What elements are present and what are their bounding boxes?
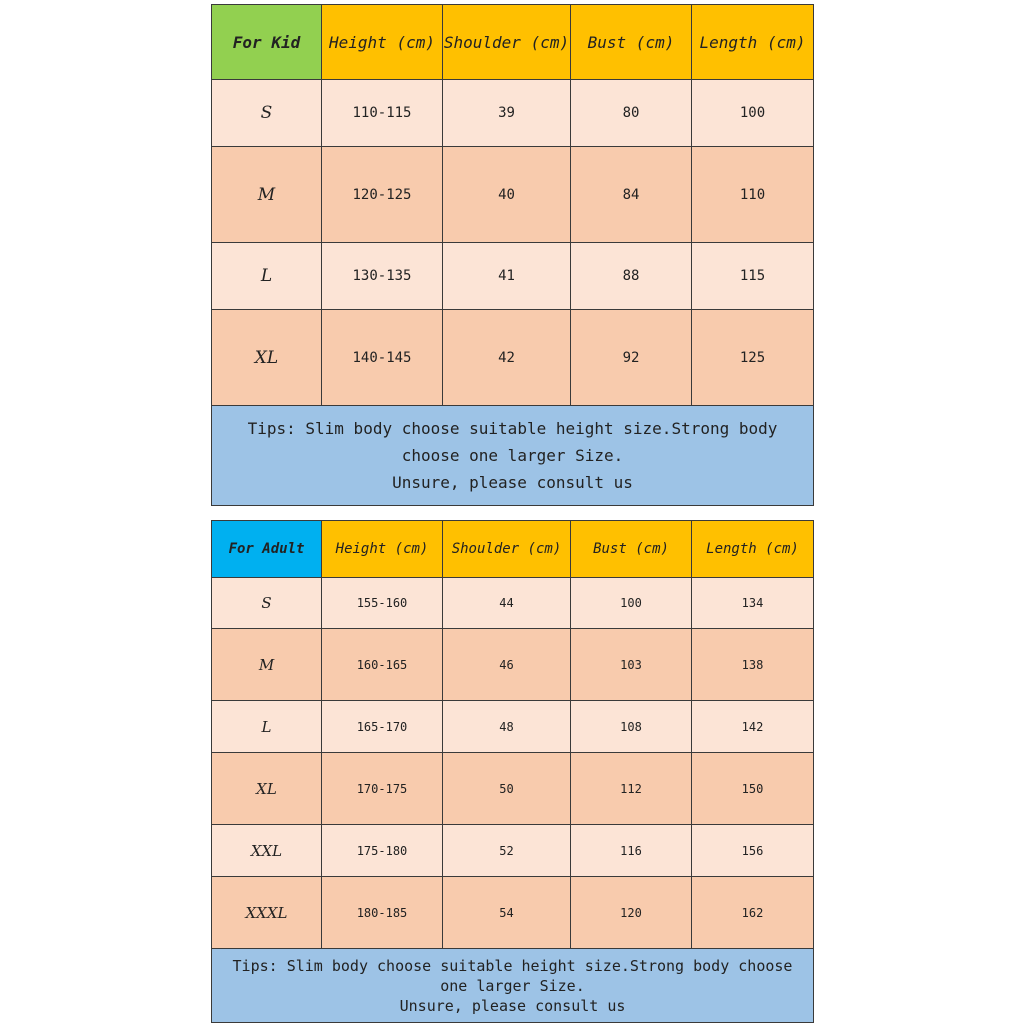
height-value: 120-125	[322, 147, 443, 243]
shoulder-value: 54	[443, 877, 571, 949]
shoulder-value: 41	[443, 243, 571, 310]
size-label: XXL	[212, 825, 322, 877]
height-value: 110-115	[322, 80, 443, 147]
bust-value: 84	[571, 147, 692, 243]
bust-value: 108	[571, 701, 692, 753]
length-value: 115	[692, 243, 814, 310]
shoulder-value: 46	[443, 629, 571, 701]
shoulder-value: 39	[443, 80, 571, 147]
height-value: 160-165	[322, 629, 443, 701]
bust-value: 112	[571, 753, 692, 825]
shoulder-value: 48	[443, 701, 571, 753]
height-value: 170-175	[322, 753, 443, 825]
shoulder-value: 52	[443, 825, 571, 877]
height-value: 165-170	[322, 701, 443, 753]
header-bust: Bust (cm)	[571, 521, 692, 578]
tips-text: Tips: Slim body choose suitable height size.Strong body choose one larger Size.	[232, 956, 793, 995]
table-row	[212, 701, 814, 753]
length-value: 125	[692, 310, 814, 406]
consult-text: Unsure, please consult us	[399, 996, 626, 1015]
height-value: 130-135	[322, 243, 443, 310]
bust-value: 120	[571, 877, 692, 949]
bust-value: 92	[571, 310, 692, 406]
shoulder-value: 40	[443, 147, 571, 243]
adult-table-label: For Adult	[212, 521, 322, 578]
size-label: XL	[212, 753, 322, 825]
header-bust: Bust (cm)	[571, 5, 692, 80]
table-row	[212, 753, 814, 825]
size-label: L	[212, 243, 322, 310]
size-label: M	[212, 629, 322, 701]
size-label: L	[212, 701, 322, 753]
table-row	[212, 80, 814, 147]
table-row	[212, 877, 814, 949]
table-row	[212, 310, 814, 406]
bust-value: 80	[571, 80, 692, 147]
length-value: 100	[692, 80, 814, 147]
header-shoulder: Shoulder (cm)	[443, 5, 571, 80]
tips-cell	[212, 406, 814, 506]
bust-value: 88	[571, 243, 692, 310]
size-label: XL	[212, 310, 322, 406]
bust-value: 116	[571, 825, 692, 877]
consult-text: Unsure, please consult us	[392, 473, 633, 492]
length-value: 142	[692, 701, 814, 753]
header-shoulder: Shoulder (cm)	[443, 521, 571, 578]
length-value: 150	[692, 753, 814, 825]
bust-value: 103	[571, 629, 692, 701]
length-value: 162	[692, 877, 814, 949]
header-height: Height (cm)	[322, 5, 443, 80]
adult-header-row	[212, 521, 814, 578]
shoulder-value: 50	[443, 753, 571, 825]
kid-table-label: For Kid	[212, 5, 322, 80]
height-value: 180-185	[322, 877, 443, 949]
height-value: 175-180	[322, 825, 443, 877]
size-label: M	[212, 147, 322, 243]
tips-row	[212, 949, 814, 1023]
header-height: Height (cm)	[322, 521, 443, 578]
table-row	[212, 578, 814, 629]
shoulder-value: 42	[443, 310, 571, 406]
length-value: 110	[692, 147, 814, 243]
header-length: Length (cm)	[692, 521, 814, 578]
size-label: S	[212, 80, 322, 147]
bust-value: 100	[571, 578, 692, 629]
kid-size-table	[211, 4, 814, 506]
table-row	[212, 243, 814, 310]
tips-cell	[212, 949, 814, 1023]
table-row	[212, 147, 814, 243]
height-value: 155-160	[322, 578, 443, 629]
table-row	[212, 629, 814, 701]
height-value: 140-145	[322, 310, 443, 406]
table-row	[212, 825, 814, 877]
tips-row	[212, 406, 814, 506]
size-label: S	[212, 578, 322, 629]
size-label: XXXL	[212, 877, 322, 949]
length-value: 134	[692, 578, 814, 629]
length-value: 138	[692, 629, 814, 701]
length-value: 156	[692, 825, 814, 877]
tips-text: Tips: Slim body choose suitable height size.Strong body choose one larger Size.	[247, 419, 778, 465]
kid-header-row	[212, 5, 814, 80]
shoulder-value: 44	[443, 578, 571, 629]
adult-size-table	[211, 520, 814, 1023]
header-length: Length (cm)	[692, 5, 814, 80]
